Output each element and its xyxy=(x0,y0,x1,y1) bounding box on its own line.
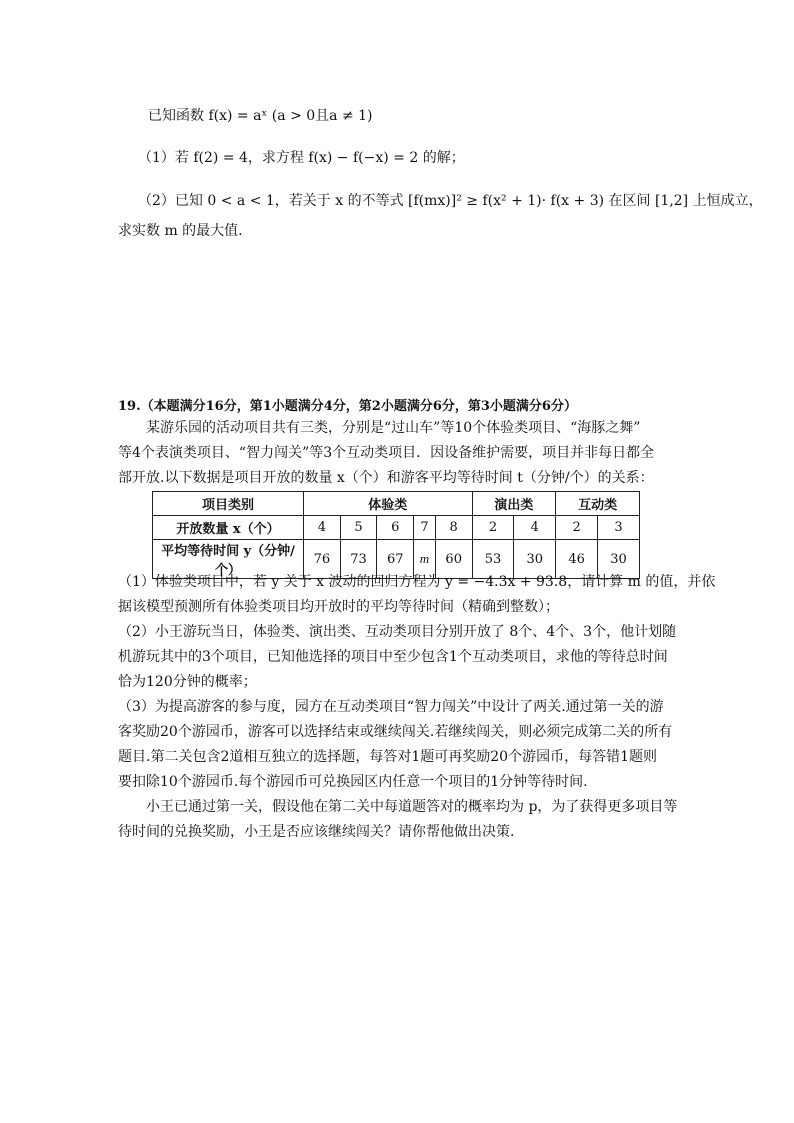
q19-final-line-1: 小王已通过第一关，假设他在第二关中每道题答对的概率均为 p，为了获得更多项目等 xyxy=(146,799,678,815)
q18-part2-line1: （2）已知 0 < a < 1，若关于 x 的不等式 [f(mx)]² ≥ f(x² + 1)· f(x + 3) 在区间 [1,2] 上恒成立， xyxy=(138,193,763,209)
q19-part1-line-2: 据该模型预测所有体验类项目均开放时的平均等待时间（精确到整数）； xyxy=(118,599,559,615)
group-experience: 体验类 xyxy=(304,492,473,516)
group-interactive: 互动类 xyxy=(556,492,640,516)
q19-part2-line-3: 恰为120分钟的概率； xyxy=(118,674,257,690)
table-cell: 4 xyxy=(304,516,341,540)
q19-part1-line-1: （1）体验类项目中，若 y 关于 x 波动的回归方程为 y = −4.3x + 93.8，请计算 m 的值，并依 xyxy=(118,574,716,590)
q19-part2-line-2: 机游玩其中的3个项目，已知他选择的项目中至少包含1个互动类项目，求他的等待总时间 xyxy=(118,649,668,665)
group-show: 演出类 xyxy=(472,492,556,516)
table-cell: 7 xyxy=(414,516,436,540)
q18-intro: 已知函数 f(x) = aˣ (a > 0且a ≠ 1) xyxy=(148,108,373,124)
table-cell: 3 xyxy=(598,516,640,540)
table-cell: 4 xyxy=(514,516,556,540)
table-cell: 5 xyxy=(340,516,377,540)
q19-intro-line-2: 等4个表演类项目、“智力闯关”等3个互动类项目．因设备维护需要，项目并非每日都全 xyxy=(118,445,655,461)
table-col-header: 项目类别 xyxy=(153,492,304,516)
table-cell: 53 xyxy=(472,540,514,579)
q18-part2-line2: 求实数 m 的最大值. xyxy=(118,223,243,239)
q19-intro-line-3: 部开放.以下数据是项目开放的数量 x（个）和游客平均等待时间 t（分钟/个）的关系： xyxy=(118,470,654,486)
q19-part3-line-4: 要扣除10个游园币.每个游园币可兑换园区内任意一个项目的1分钟等待时间. xyxy=(118,774,588,790)
table-cell: 30 xyxy=(598,540,640,579)
row-label-count: 开放数量 x（个） xyxy=(153,516,304,540)
q19-header: 19.（本题满分16分，第1小题满分4分，第2小题满分6分，第3小题满分6分） xyxy=(118,399,577,414)
q19-final-line-2: 待时间的兑换奖励，小王是否应该继续闯关？请你帮他做出决策. xyxy=(118,824,515,840)
q19-part3-line-3: 题目.第二关包含2道相互独立的选择题，每答对1题可再奖励20个游园币，每答错1题则 xyxy=(118,749,657,765)
table-cell: 67 xyxy=(377,540,414,579)
table-cell: 60 xyxy=(435,540,472,579)
q19-part2-line-1: （2）小王游玩当日，体验类、演出类、互动类项目分别开放了 8个、4个、3个，他计划随 xyxy=(118,624,677,640)
table-cell: m xyxy=(414,540,436,579)
table-cell: 30 xyxy=(514,540,556,579)
q19-part3-line-2: 客奖励20个游园币，游客可以选择结束或继续闯关.若继续闯关，则必须完成第二关的所有 xyxy=(118,724,673,740)
q18-part1: （1）若 f(2) = 4，求方程 f(x) − f(−x) = 2 的解； xyxy=(138,150,465,166)
data-table xyxy=(152,491,640,579)
table-cell: 8 xyxy=(435,516,472,540)
table-cell: 46 xyxy=(556,540,598,579)
table-cell: 2 xyxy=(556,516,598,540)
table-row xyxy=(153,516,640,540)
q19-part3-line-1: （3）为提高游客的参与度，园方在互动类项目“智力闯关”中设计了两关.通过第一关的游 xyxy=(118,699,664,715)
q19-intro-line-1: 某游乐园的活动项目共有三类，分别是“过山车”等10个体验类项目、“海豚之舞” xyxy=(146,420,641,436)
table-cell: 76 xyxy=(304,540,341,579)
table-header-row xyxy=(153,492,640,516)
row-label-wait: 平均等待时间 y（分钟/个） xyxy=(153,540,304,579)
table-cell: 6 xyxy=(377,516,414,540)
table-cell: 73 xyxy=(340,540,377,579)
table-cell: 2 xyxy=(472,516,514,540)
